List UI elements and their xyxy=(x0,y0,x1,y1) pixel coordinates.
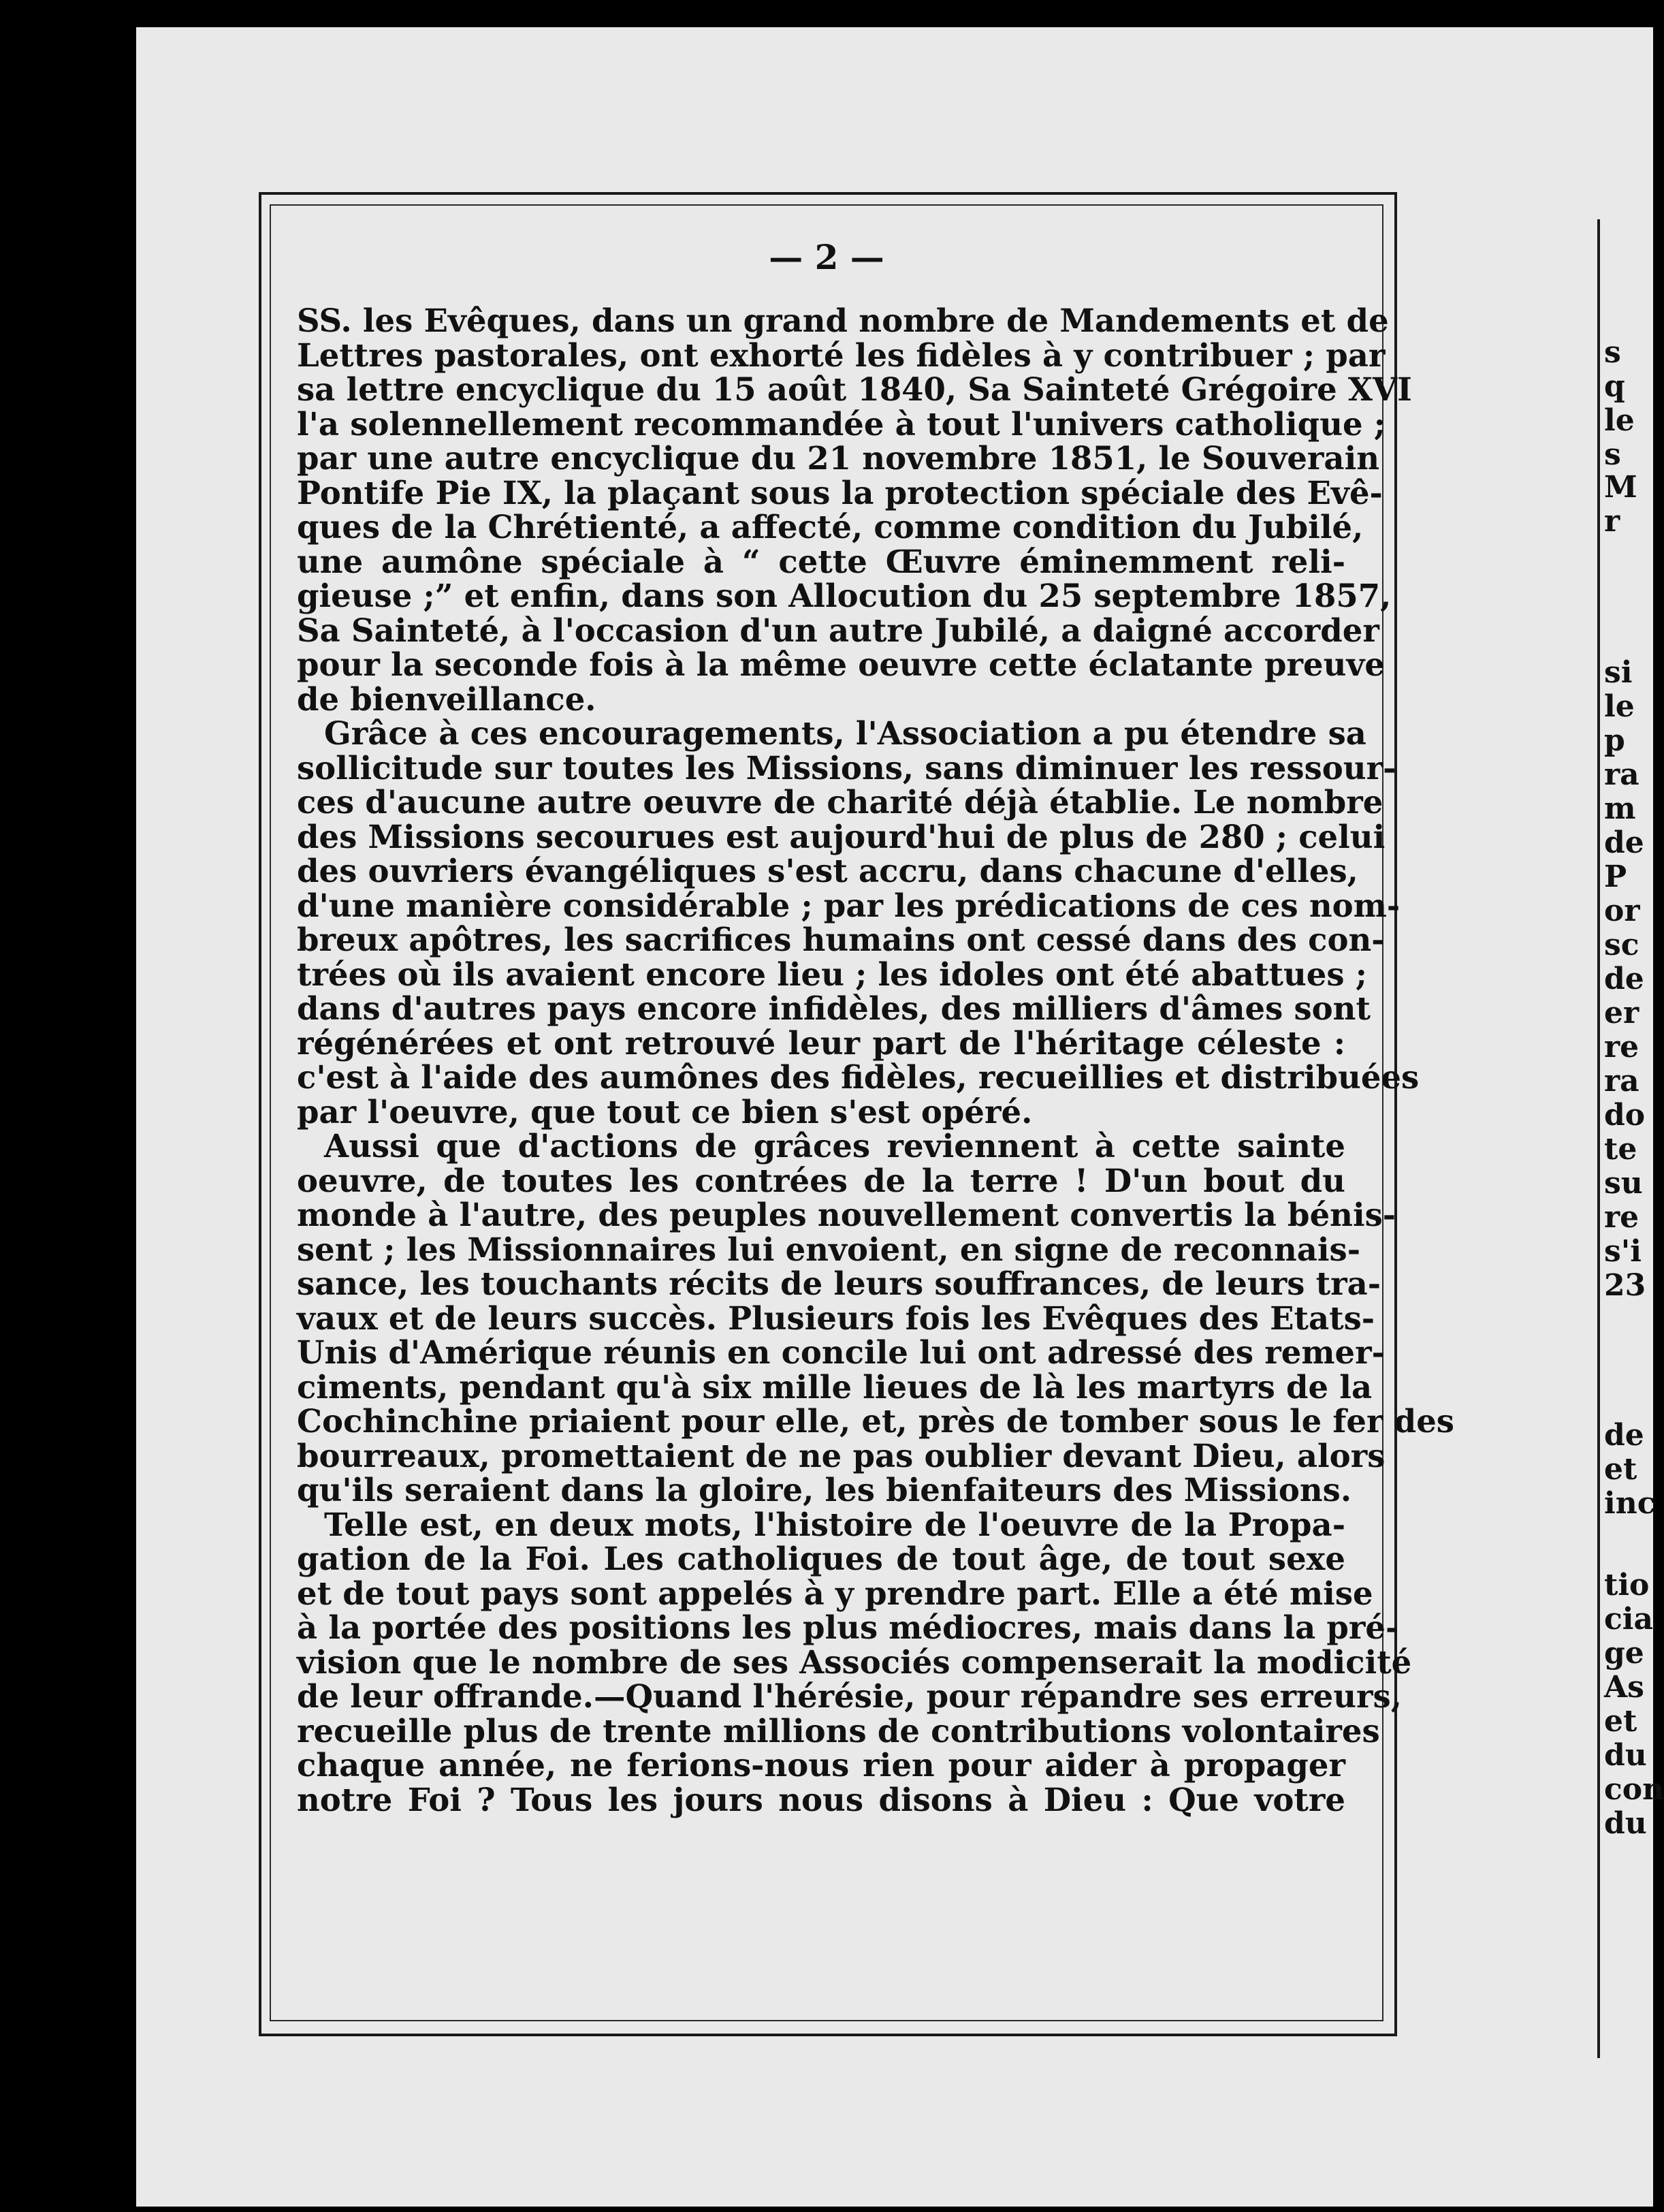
cut-off-word: con xyxy=(1604,1772,1664,1807)
cut-off-word: re xyxy=(1604,1200,1639,1235)
text-line: sollicitude sur toutes les Missions, sans diminuer les ressour- xyxy=(297,748,1396,787)
page-number: — 2 — xyxy=(769,237,884,277)
cut-off-word: 23 xyxy=(1604,1268,1646,1303)
text-line: l'a solennellement recommandée à tout l'univers catholique ; xyxy=(297,405,1386,443)
text-line: à la portée des positions les plus médiocres, mais dans la pré- xyxy=(297,1609,1399,1646)
text-line: chaque année, ne ferions-nous rien pour aider à propager xyxy=(297,1746,1345,1784)
cut-off-word: cia xyxy=(1604,1602,1654,1637)
cut-off-word: s xyxy=(1604,335,1621,370)
text-line: de bienveillance. xyxy=(297,680,596,718)
text-line: vision que le nombre de ses Associés compenserait la modicité xyxy=(297,1643,1412,1681)
text-line: des Missions secourues est aujourd'hui de plus de 280 ; celui xyxy=(297,817,1386,855)
text-line: oeuvre, de toutes les contrées de la terre ! D'un bout du xyxy=(297,1161,1345,1199)
text-line: notre Foi ? Tous les jours nous disons à Dieu : Que votre xyxy=(297,1780,1345,1818)
cut-off-word: du xyxy=(1604,1806,1647,1841)
cut-off-word: s'i xyxy=(1604,1234,1642,1269)
text-line: trées où ils avaient encore lieu ; les idoles ont été abattues ; xyxy=(297,955,1367,993)
text-line: et de tout pays sont appelés à y prendre part. Elle a été mise xyxy=(297,1574,1373,1612)
cut-off-word: ra xyxy=(1604,1064,1639,1099)
cut-off-word: As xyxy=(1604,1670,1644,1705)
cut-off-word: M xyxy=(1604,470,1637,505)
cut-off-word: re xyxy=(1604,1030,1639,1064)
cut-off-word: du xyxy=(1604,1738,1647,1773)
cut-off-word: et xyxy=(1604,1452,1637,1487)
text-line: Telle est, en deux mots, l'histoire de l'oeuvre de la Propa- xyxy=(324,1505,1345,1543)
cut-off-word: m xyxy=(1604,791,1636,826)
text-line: Lettres pastorales, ont exhorté les fidèles à y contribuer ; par xyxy=(297,336,1386,374)
text-line: d'une manière considérable ; par les prédications de ces nom- xyxy=(297,886,1401,924)
cut-off-word: de xyxy=(1604,1418,1644,1453)
cut-off-word: ra xyxy=(1604,757,1639,792)
adjacent-page-edge xyxy=(1597,219,1664,2058)
text-line: par l'oeuvre, que tout ce bien s'est opéré. xyxy=(297,1092,1033,1131)
text-line: Pontife Pie IX, la plaçant sous la protection spéciale des Evê- xyxy=(297,473,1383,511)
cut-off-word: de xyxy=(1604,962,1644,996)
text-line: breux apôtres, les sacrifices humains ont cessé dans des con- xyxy=(297,921,1385,958)
text-line: gieuse ;” et enfin, dans son Allocution du 25 septembre 1857, xyxy=(297,577,1392,614)
text-line: sent ; les Missionnaires lui envoient, en signe de reconnais- xyxy=(297,1230,1361,1268)
text-line: c'est à l'aide des aumônes des fidèles, recueillies et distribuées xyxy=(297,1058,1420,1096)
cut-off-word: tio xyxy=(1604,1568,1650,1602)
cut-off-word: sc xyxy=(1604,928,1639,962)
cut-off-word: su xyxy=(1604,1166,1643,1201)
cut-off-word: ge xyxy=(1604,1636,1644,1671)
text-line: pour la seconde fois à la même oeuvre cette éclatante preuve xyxy=(297,646,1386,683)
text-line: sance, les touchants récits de leurs souffrances, de leurs tra- xyxy=(297,1265,1381,1302)
cut-off-word: do xyxy=(1604,1098,1646,1133)
text-line: régénérées et ont retrouvé leur part de l'héritage céleste : xyxy=(297,1024,1345,1062)
text-line: Aussi que d'actions de grâces reviennent à cette sainte xyxy=(324,1127,1345,1165)
cut-off-word: r xyxy=(1604,504,1620,539)
cut-off-word: p xyxy=(1604,723,1625,758)
text-line: dans d'autres pays encore infidèles, des milliers d'âmes sont xyxy=(297,990,1371,1027)
text-line: ciments, pendant qu'à six mille lieues de là les martyrs de la xyxy=(297,1368,1373,1406)
text-line: Cochinchine priaient pour elle, et, près de tomber sous le fer des xyxy=(297,1402,1454,1440)
text-line: sa lettre encyclique du 15 août 1840, Sa Sainteté Grégoire XVI xyxy=(297,370,1412,408)
text-line: qu'ils seraient dans la gloire, les bienfaiteurs des Missions. xyxy=(297,1471,1352,1508)
cut-off-word: P xyxy=(1604,859,1627,894)
text-line: Sa Sainteté, à l'occasion d'un autre Jubilé, a daigné accorder xyxy=(297,611,1379,649)
cut-off-word: de xyxy=(1604,825,1644,860)
cut-off-word: or xyxy=(1604,894,1640,928)
cut-off-word: er xyxy=(1604,996,1639,1030)
text-line: monde à l'autre, des peuples nouvellement convertis la bénis- xyxy=(297,1196,1396,1233)
text-line: ques de la Chrétienté, a affecté, comme condition du Jubilé, xyxy=(297,508,1364,546)
text-line: de leur offrande.—Quand l'hérésie, pour répandre ses erreurs, xyxy=(297,1677,1402,1715)
text-line: Unis d'Amérique réunis en concile lui ont adressé des remer- xyxy=(297,1333,1385,1371)
cut-off-word: te xyxy=(1604,1132,1637,1167)
cut-off-word: le xyxy=(1604,403,1635,438)
text-line: vaux et de leurs succès. Plusieurs fois les Evêques des Etats- xyxy=(297,1299,1375,1337)
text-line: une aumône spéciale à “ cette Œuvre éminemment reli- xyxy=(297,542,1345,580)
cut-off-word: s xyxy=(1604,437,1621,472)
cut-off-word: inc xyxy=(1604,1486,1656,1521)
text-line: bourreaux, promettaient de ne pas oublier devant Dieu, alors xyxy=(297,1436,1386,1474)
cut-off-word: le xyxy=(1604,689,1635,724)
text-line: des ouvriers évangéliques s'est accru, dans chacune d'elles, xyxy=(297,852,1358,889)
text-line: Grâce à ces encouragements, l'Association a pu étendre sa xyxy=(324,714,1366,752)
text-line: par une autre encyclique du 21 novembre 1851, le Souverain xyxy=(297,439,1380,477)
text-line: SS. les Evêques, dans un grand nombre de Mandements et de xyxy=(297,302,1389,339)
text-line: recueille plus de trente millions de contributions volontaires xyxy=(297,1711,1380,1750)
body-text xyxy=(297,302,1454,1818)
cut-off-word: si xyxy=(1604,655,1633,690)
text-line: gation de la Foi. Les catholiques de tout âge, de tout sexe xyxy=(297,1540,1345,1577)
text-line: ces d'aucune autre oeuvre de charité déjà établie. Le nombre xyxy=(297,783,1383,821)
cut-off-word: et xyxy=(1604,1704,1637,1739)
cut-off-word: q xyxy=(1604,369,1625,404)
